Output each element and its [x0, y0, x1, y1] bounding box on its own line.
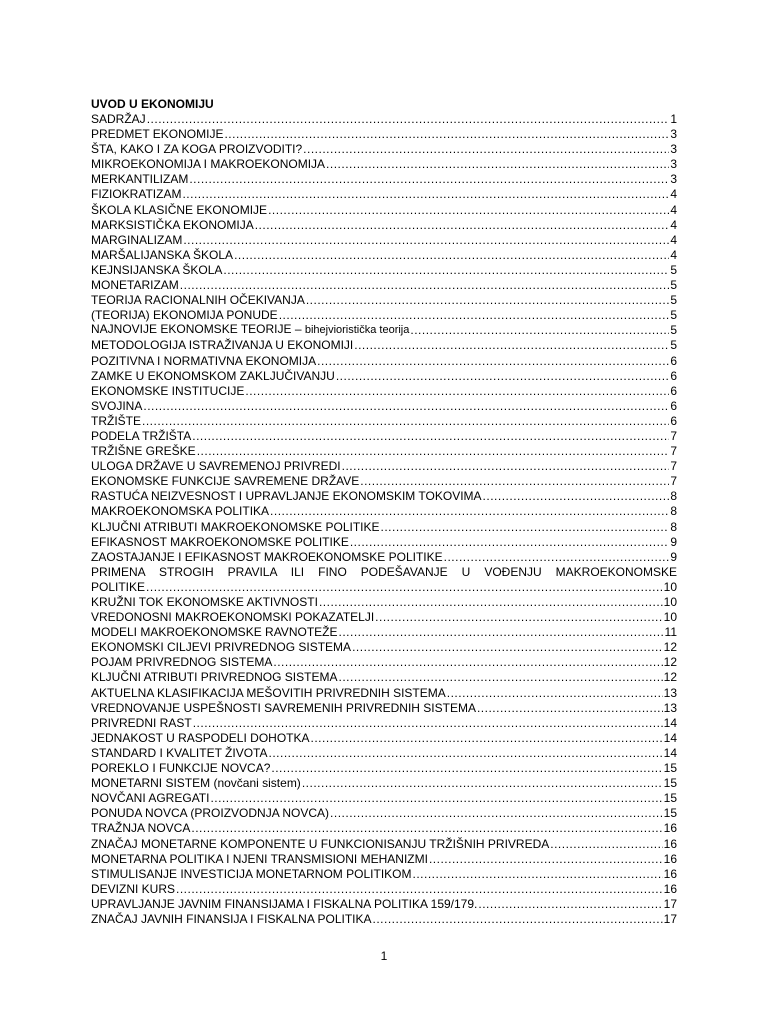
toc-entry-label [91, 746, 267, 761]
toc-entry-label-text: (TEORIJA) EKONOMIJA PONUDE [91, 308, 278, 323]
toc-entry[interactable] [91, 670, 677, 685]
dot-leader [142, 414, 669, 429]
toc-entry-page: 13 [663, 685, 677, 700]
toc-entry-label [91, 837, 549, 852]
dot-leader [338, 670, 662, 685]
toc-entry-label: PRIMENA STROGIH PRAVILA ILI FINO PODEŠAVANJE U VOĐENJU MAKROEKONOMSKE [91, 564, 677, 579]
toc-entry-label-text: MONETARNA POLITIKA I NJENI TRANSMISIONI MEHANIZMI [91, 851, 428, 866]
toc-entry[interactable] [91, 127, 677, 142]
toc-entry-label-text: MODELI MAKROEKONOMSKE RAVNOTEŽE [91, 625, 338, 640]
dot-leader [342, 459, 670, 474]
toc-entry[interactable] [91, 640, 677, 655]
toc-entry-page: 10 [663, 595, 677, 609]
toc-entry-label-text: KLJUČNI ATRIBUTI PRIVREDNOG SISTEMA [91, 670, 338, 685]
toc-entry[interactable] [91, 384, 677, 399]
toc-entry[interactable] [91, 701, 677, 716]
toc-entry-label-text: ZNAČAJ MONETARNE KOMPONENTE U FUNKCIONISANJU TRŽIŠNIH PRIVREDA [91, 836, 550, 851]
toc-entry-label [91, 716, 192, 731]
toc-entry-label-text: EKONOMSKE FUNKCIJE SAVREMENE DRŽAVE [91, 474, 360, 489]
dot-leader [189, 172, 669, 187]
toc-entry-label-text: TRŽIŠTE [91, 413, 141, 428]
toc-entry[interactable] [91, 474, 677, 489]
table-of-contents [91, 112, 677, 927]
toc-entry[interactable] [91, 731, 677, 746]
toc-entry-label-text: KLJUČNI ATRIBUTI MAKROEKONOMSKE POLITIKE [91, 519, 380, 534]
toc-entry-label-text: MIKROEKONOMIJA I MAKROEKONOMIJA [91, 157, 326, 172]
dot-leader [146, 580, 663, 595]
dot-leader [354, 338, 669, 353]
toc-entry-label-text: MARŠALIJANSKA ŠKOLA [91, 247, 234, 262]
toc-entry-page: 10 [663, 579, 677, 594]
dot-leader [193, 716, 663, 731]
toc-entry-label [91, 701, 476, 716]
toc-entry[interactable] [91, 399, 677, 414]
toc-entry-label-text: PONUDA NOVCA (PROIZVODNJA NOVCA) [91, 806, 330, 821]
toc-entry-label [91, 731, 310, 746]
toc-entry-label-text: ULOGA DRŽAVE U SAVREMENOJ PRIVREDI [91, 459, 341, 474]
toc-entry-label [91, 263, 222, 278]
toc-entry-label-text: JEDNAKOST U RASPODELI DOHOTKA [91, 730, 310, 745]
toc-entry[interactable] [91, 142, 677, 157]
dot-leader [336, 369, 670, 384]
toc-entry-label [91, 595, 318, 610]
toc-entry-label [91, 112, 146, 127]
dot-leader [183, 233, 669, 248]
toc-entry-label-text: FIZIOKRATIZAM [91, 187, 182, 202]
toc-entry-label-text: MARKSISTIČKA EKONOMIJA [91, 217, 254, 232]
toc-entry-label-text: TRŽIŠNE GREŠKE [91, 444, 196, 459]
toc-entry-label-text: ŠTA, KAKO I ZA KOGA PROIZVODITI? [91, 142, 303, 157]
toc-entry-label-text: PODELA TRŽIŠTA [91, 428, 192, 443]
toc-entry-page: 15 [663, 806, 677, 821]
toc-entry-page: 5 [670, 262, 677, 277]
toc-entry[interactable] [91, 565, 677, 595]
toc-entry[interactable] [91, 504, 677, 519]
toc-entry-page: 11 [664, 625, 677, 640]
toc-entry-label [91, 278, 179, 293]
toc-entry-label-text: ZNAČAJ JAVNIH FINANSIJA I FISKALNA POLITIKA [91, 911, 372, 926]
toc-entry-label [91, 459, 341, 474]
toc-entry-label [91, 670, 337, 685]
toc-entry-page: 7 [670, 474, 677, 489]
toc-entry[interactable] [91, 882, 677, 897]
toc-entry-label-text: VREDNOVANJE USPEŠNOSTI SAVREMENIH PRIVREDNIH SISTEMA [91, 700, 476, 715]
toc-entry-label [91, 791, 209, 806]
toc-entry[interactable] [91, 293, 677, 308]
toc-entry-page: 8 [670, 504, 677, 519]
toc-entry-label [91, 535, 349, 550]
toc-entry[interactable] [91, 535, 677, 550]
toc-entry-page: 5 [670, 278, 677, 293]
toc-entry[interactable] [91, 459, 677, 474]
toc-entry-page: 9 [670, 549, 677, 564]
toc-entry-page: 16 [663, 851, 677, 866]
toc-entry-page: 4 [670, 202, 677, 217]
dot-leader [319, 595, 663, 610]
toc-entry[interactable] [91, 263, 677, 278]
toc-entry-label-text: MARGINALIZAM [91, 232, 183, 247]
toc-entry-page: 16 [663, 881, 677, 896]
toc-entry-page: 10 [663, 610, 677, 625]
dot-leader [302, 776, 663, 791]
toc-entry-label [91, 655, 272, 670]
toc-entry[interactable] [91, 776, 677, 791]
toc-entry-label [91, 323, 409, 338]
toc-entry-label-text: DEVIZNI KURS [91, 881, 176, 896]
toc-entry-label-text: EFIKASNOST MAKROEKONOMSKE POLITIKE [91, 534, 349, 549]
toc-entry-page: 4 [670, 247, 677, 262]
toc-entry[interactable] [91, 867, 677, 882]
toc-entry-label [91, 610, 374, 625]
toc-entry-page: 4 [670, 217, 677, 232]
toc-entry-label [91, 233, 182, 248]
toc-entry[interactable] [91, 248, 677, 263]
toc-entry-label-text: RASTUĆA NEIZVESNOST I UPRAVLJANJE EKONOMSKIM TOKOVIMA [91, 489, 482, 504]
toc-entry-label [91, 912, 372, 927]
dot-leader [483, 489, 670, 504]
toc-entry-page: 7 [670, 459, 677, 474]
toc-entry-label-text: VREDONOSNI MAKROEKONOMSKI POKAZATELJI [91, 610, 375, 625]
dot-leader [330, 806, 663, 821]
toc-entry-label-text: AKTUELNA KLASIFIKACIJA MEŠOVITIH PRIVREDNIH SISTEMA [91, 685, 446, 700]
toc-entry-label [91, 172, 188, 187]
toc-entry[interactable] [91, 157, 677, 172]
dot-leader [192, 429, 669, 444]
dot-leader [143, 399, 669, 414]
toc-entry-label-text: NAJNOVIJE EKONOMSKE TEORIJE – [91, 323, 305, 337]
toc-entry-label-text: EKONOMSKE INSTITUCIJE [91, 383, 245, 398]
dot-leader [338, 625, 663, 640]
page-number: 1 [380, 949, 388, 963]
toc-entry[interactable] [91, 338, 677, 353]
dot-leader [234, 248, 669, 263]
toc-entry-label [91, 127, 223, 142]
toc-entry-page: 3 [670, 157, 677, 172]
toc-entry-label-text: PREDMET EKONOMIJE [91, 127, 224, 142]
dot-leader [326, 157, 669, 172]
toc-entry[interactable] [91, 791, 677, 806]
dot-leader [271, 761, 662, 776]
toc-entry-label-text: TEORIJA RACIONALNIH OČEKIVANJA [91, 293, 305, 308]
dot-leader [306, 293, 669, 308]
dot-leader [268, 203, 669, 218]
toc-entry[interactable] [91, 218, 677, 233]
toc-entry-label [91, 444, 196, 459]
toc-entry[interactable] [91, 203, 677, 218]
toc-entry-page: 9 [670, 534, 677, 549]
toc-entry[interactable] [91, 655, 677, 670]
toc-entry-page: 12 [663, 670, 677, 685]
toc-entry-label-subtitle: bihejvioristička teorija [304, 324, 410, 337]
toc-entry-page: 5 [670, 293, 677, 308]
toc-entry[interactable] [91, 444, 677, 459]
dot-leader [429, 852, 663, 867]
dot-leader [279, 308, 670, 323]
toc-entry-page: 13 [663, 700, 677, 715]
toc-entry-label-text: POREKLO I FUNKCIJE NOVCA? [91, 761, 271, 776]
dot-leader [176, 882, 663, 897]
toc-entry-label [91, 625, 337, 640]
toc-entry-label [91, 142, 302, 157]
toc-entry-label [91, 806, 329, 821]
toc-entry-label-text: METODOLOGIJA ISTRAŽIVANJA U EKONOMIJI [91, 338, 354, 353]
toc-entry-label [91, 399, 142, 414]
toc-entry-label-text: ZAOSTAJANJE I EFIKASNOST MAKROEKONOMSKE POLITIKE [91, 549, 443, 564]
dot-leader [381, 520, 670, 535]
toc-entry-label [91, 157, 325, 172]
dot-leader [447, 686, 663, 701]
toc-entry[interactable] [91, 369, 677, 384]
dot-leader [182, 187, 669, 202]
toc-entry-page: 14 [663, 715, 677, 730]
toc-entry[interactable] [91, 112, 677, 127]
toc-entry-page: 3 [670, 142, 677, 157]
dot-leader [444, 550, 670, 565]
toc-entry[interactable] [91, 761, 677, 776]
toc-entry-page: 15 [663, 776, 677, 791]
toc-entry-label-text: ZAMKE U EKONOMSKOM ZAKLJUČIVANJU [91, 368, 335, 383]
toc-entry-label-text: MONETARNI SISTEM (novčani sistem) [91, 776, 301, 791]
toc-entry-page: 5 [670, 338, 677, 353]
toc-entry-page: 8 [670, 489, 677, 504]
toc-entry[interactable] [91, 806, 677, 821]
toc-entry[interactable] [91, 520, 677, 535]
toc-entry-label [91, 203, 267, 218]
toc-entry-label [91, 218, 254, 233]
document-title: UVOD U EKONOMIJU [91, 97, 214, 111]
toc-entry-label [91, 867, 411, 882]
toc-entry[interactable] [91, 686, 677, 701]
toc-entry[interactable] [91, 625, 677, 640]
toc-entry-label [91, 520, 380, 535]
toc-entry[interactable] [91, 897, 677, 912]
toc-entry[interactable] [91, 852, 677, 867]
toc-entry-page: 14 [663, 730, 677, 745]
toc-entry-label-text: POJAM PRIVREDNOG SISTEMA [91, 655, 273, 670]
toc-entry-label [91, 489, 482, 504]
toc-entry[interactable] [91, 429, 677, 444]
toc-entry[interactable] [91, 821, 677, 836]
dot-leader [360, 474, 669, 489]
toc-entry-label [91, 686, 446, 701]
toc-entry-label-text: STANDARD I KVALITET ŽIVOTA [91, 745, 268, 760]
dot-leader [375, 610, 662, 625]
toc-entry-label-text: ŠKOLA KLASIČNE EKONOMIJE [91, 202, 268, 217]
toc-entry[interactable] [91, 233, 677, 248]
toc-entry-label [91, 897, 477, 912]
toc-entry-label-text: MONETARIZAM [91, 278, 179, 293]
toc-entry[interactable] [91, 716, 677, 731]
dot-leader [270, 504, 669, 519]
toc-entry-label [91, 640, 351, 655]
toc-entry-page: 16 [663, 821, 677, 836]
toc-entry-page: 4 [670, 232, 677, 247]
toc-entry[interactable] [91, 278, 677, 293]
toc-entry-page: 12 [663, 640, 677, 655]
toc-entry-label-text: KEJNSIJANSKA ŠKOLA [91, 262, 223, 277]
toc-entry[interactable] [91, 308, 677, 323]
dot-leader [303, 142, 669, 157]
toc-entry-label [91, 354, 316, 369]
dot-leader [268, 746, 662, 761]
dot-leader [224, 127, 669, 142]
toc-entry-label [91, 293, 305, 308]
toc-entry-label-text: TRAŽNJA NOVCA [91, 821, 191, 836]
toc-entry-label-text: NOVČANI AGREGATI [91, 791, 210, 806]
toc-entry-label [91, 852, 428, 867]
dot-leader [352, 640, 663, 655]
toc-entry-label-text: UPRAVLJANJE JAVNIM FINANSIJAMA I FISKALNA POLITIKA 159/179. [91, 896, 478, 911]
dot-leader [273, 655, 662, 670]
toc-entry-page: 17 [663, 896, 677, 911]
toc-entry-label [91, 384, 244, 399]
toc-entry-label [91, 504, 269, 519]
toc-entry-label [91, 187, 181, 202]
toc-entry-label [91, 414, 141, 429]
dot-leader [478, 897, 662, 912]
dot-leader [477, 701, 663, 716]
toc-entry-label [91, 308, 278, 323]
dot-leader [210, 791, 662, 806]
toc-entry-page: 5 [670, 308, 677, 323]
dot-leader [180, 278, 670, 293]
toc-entry[interactable] [91, 187, 677, 202]
toc-entry-page: 15 [663, 791, 677, 806]
toc-entry-page: 16 [663, 836, 677, 851]
toc-entry-label-text: MAKROEKONOMSKA POLITIKA [91, 504, 270, 519]
toc-entry-label-text: SVOJINA [91, 398, 143, 413]
toc-entry[interactable] [91, 912, 677, 927]
toc-entry[interactable] [91, 746, 677, 761]
dot-leader [197, 444, 670, 459]
toc-entry[interactable] [91, 172, 677, 187]
toc-entry-label [91, 882, 175, 897]
dot-leader [410, 323, 669, 338]
toc-entry-label [91, 338, 353, 353]
toc-entry-page: 7 [670, 428, 677, 443]
toc-entry[interactable] [91, 489, 677, 504]
toc-entry-label-text: EKONOMSKI CILJEVI PRIVREDNOG SISTEMA [91, 640, 352, 655]
toc-entry-label [91, 550, 443, 565]
toc-entry-label [91, 761, 270, 776]
toc-entry[interactable] [91, 610, 677, 625]
toc-entry-label-text: MERKANTILIZAM [91, 172, 189, 187]
toc-entry-page: 17 [663, 911, 677, 926]
toc-entry-page: 6 [670, 368, 677, 383]
toc-entry-label [91, 429, 191, 444]
dot-leader [373, 912, 663, 927]
dot-leader [550, 837, 662, 852]
dot-leader [317, 354, 669, 369]
toc-entry-page: 3 [670, 172, 677, 187]
toc-entry-label [91, 821, 190, 836]
toc-entry-page: 5 [670, 323, 677, 338]
toc-entry-page: 3 [670, 127, 677, 142]
toc-entry-page: 8 [670, 519, 677, 534]
toc-entry-label-continued: POLITIKE [91, 579, 146, 594]
dot-leader [191, 821, 662, 836]
toc-entry-page: 6 [670, 353, 677, 368]
toc-entry-page: 14 [663, 745, 677, 760]
toc-entry[interactable] [91, 837, 677, 852]
dot-leader [311, 731, 663, 746]
toc-entry-page: 4 [670, 187, 677, 202]
toc-entry-label-text: SADRŽAJ [91, 112, 146, 126]
toc-entry-label-text: PRIVREDNI RAST [91, 715, 192, 730]
toc-entry[interactable] [91, 414, 677, 429]
toc-entry-page: 6 [670, 383, 677, 398]
toc-entry[interactable] [91, 323, 677, 338]
toc-entry-label-text: STIMULISANJE INVESTICIJA MONETARNOM POLITIKOM [91, 866, 412, 881]
toc-entry[interactable] [91, 354, 677, 369]
toc-entry-label [91, 474, 359, 489]
toc-entry-label [91, 369, 335, 384]
dot-leader [223, 263, 669, 278]
toc-entry-page: 6 [670, 413, 677, 428]
dot-leader [147, 112, 670, 127]
toc-entry-page: 12 [663, 655, 677, 670]
toc-entry-label-text: POZITIVNA I NORMATIVNA EKONOMIJA [91, 353, 317, 368]
dot-leader [412, 867, 662, 882]
toc-entry-label [91, 776, 301, 791]
toc-entry[interactable] [91, 550, 677, 565]
dot-leader [245, 384, 669, 399]
toc-entry-page: 7 [670, 444, 677, 459]
dot-leader [255, 218, 670, 233]
toc-entry[interactable] [91, 595, 677, 610]
dot-leader [350, 535, 669, 550]
toc-entry-page: 1 [670, 112, 677, 126]
toc-entry-page: 15 [663, 761, 677, 776]
toc-entry-label-text: KRUŽNI TOK EKONOMSKE AKTIVNOSTI [91, 595, 318, 609]
toc-entry-label [91, 248, 233, 263]
toc-entry-page: 6 [670, 398, 677, 413]
toc-entry-page: 16 [663, 866, 677, 881]
